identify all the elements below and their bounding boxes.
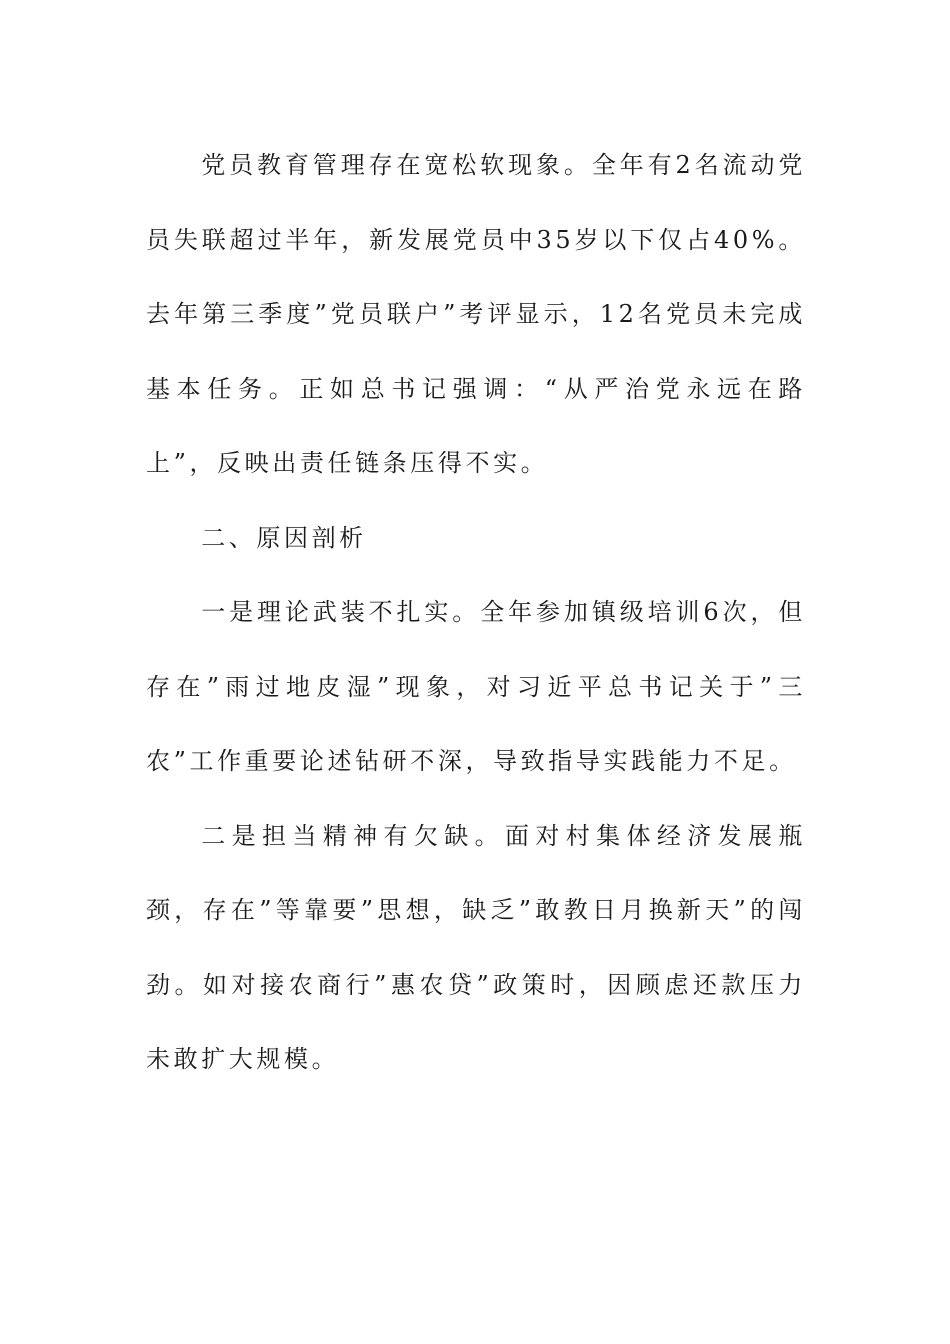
- section-heading-cause-analysis: 二、原因剖析: [201, 523, 367, 552]
- paragraph-member-management: 党员教育管理存在宽松软现象。全年有2名流动党员失联超过半年，新发展党员中35岁以下仅占40%。去年第三季度”党员联户”考评显示，12名党员未完成基本任务。正如总书记强调：“从严治党永远在路上”，反映出责任链条压得不实。: [146, 151, 806, 477]
- paragraph-theory-study: 一是理论武装不扎实。全年参加镇级培训6次，但存在”雨过地皮湿”现象，对习近平总书记关于”三农”工作重要论述钻研不深，导致指导实践能力不足。: [146, 598, 806, 775]
- paragraph-responsibility-spirit: 二是担当精神有欠缺。面对村集体经济发展瓶颈，存在”等靠要”思想，缺乏”敢教日月换新天”的闯劲。如对接农商行”惠农贷”政策时，因顾虑还款压力未敢扩大规模。: [146, 821, 806, 1073]
- document-body: [146, 128, 806, 1097]
